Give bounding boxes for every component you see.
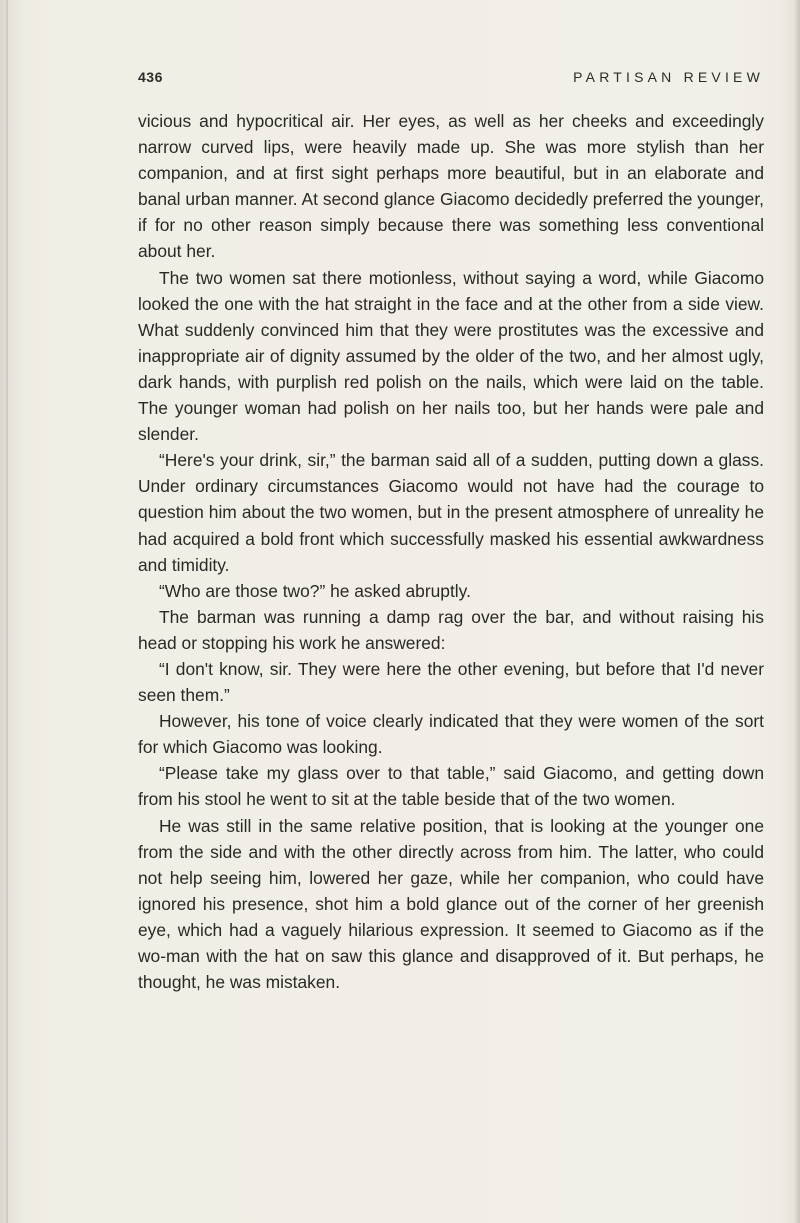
paragraph: “Who are those two?” he asked abruptly. <box>159 580 471 601</box>
paragraph: He was still in the same relative position, that is looking at the younger one from the side and with the other directly across from him. The latter, who could not help seeing him, lowered her gaze, while her companion, who could have ignored his presence, shot him a bold glance out of the corner of her greenish eye, which had a vaguely hilarious expression. It seemed to Giacomo as if the wo-man with the hat on saw this glance and disapproved of it. But perhaps, he thought, he was mistaken. <box>138 815 764 993</box>
paragraph: “Here's your drink, sir,” the barman said all of a sudden, putting down a glass. Under ordinary circumstances Giacomo would not have had the courage to question him about the two women, but in the present atmosphere of unreality he had acquired a bold front which successfully masked his essential awkwardness and timidity. <box>138 450 764 575</box>
running-head <box>138 69 764 89</box>
page-edge-shadow <box>794 0 800 1223</box>
paragraph: The barman was running a damp rag over the bar, and without raising his head or stopping his work he answered: <box>138 606 764 653</box>
page-number: 436 <box>138 69 163 85</box>
paragraph-continuation: vicious and hypocritical air. Her eyes, as well as her cheeks and exceedingly narrow curved lips, were heavily made up. She was more stylish than her companion, and at first sight perhaps more beautiful, but in an elaborate and banal urban manner. At second glance Giacomo decidedly preferred the younger, if for no other reason simply because there was something less conventional about her. <box>138 111 764 262</box>
paragraph: “I don't know, sir. They were here the other evening, but before that I'd never seen them.” <box>138 658 764 706</box>
paragraph: The two women sat there motionless, without saying a word, while Giacomo looked the one with the hat straight in the face and at the other from a side view. What suddenly convinced him that they were prostitutes was the excessive and inappropriate air of dignity assumed by the older of the two, and her almost ugly, dark hands, with purplish red polish on the nails, which were laid on the table. The younger woman had polish on her nails too, but her hands were pale and slender. <box>138 267 764 445</box>
body-text <box>138 108 764 995</box>
journal-title: PARTISAN REVIEW <box>573 69 764 85</box>
paragraph: “Please take my glass over to that table,” said Giacomo, and getting down from his stool he went to sit at the table beside that of the two women. <box>138 763 764 810</box>
binding-gutter <box>6 0 8 1223</box>
paragraph: However, his tone of voice clearly indicated that they were women of the sort for which Giacomo was looking. <box>138 711 764 758</box>
